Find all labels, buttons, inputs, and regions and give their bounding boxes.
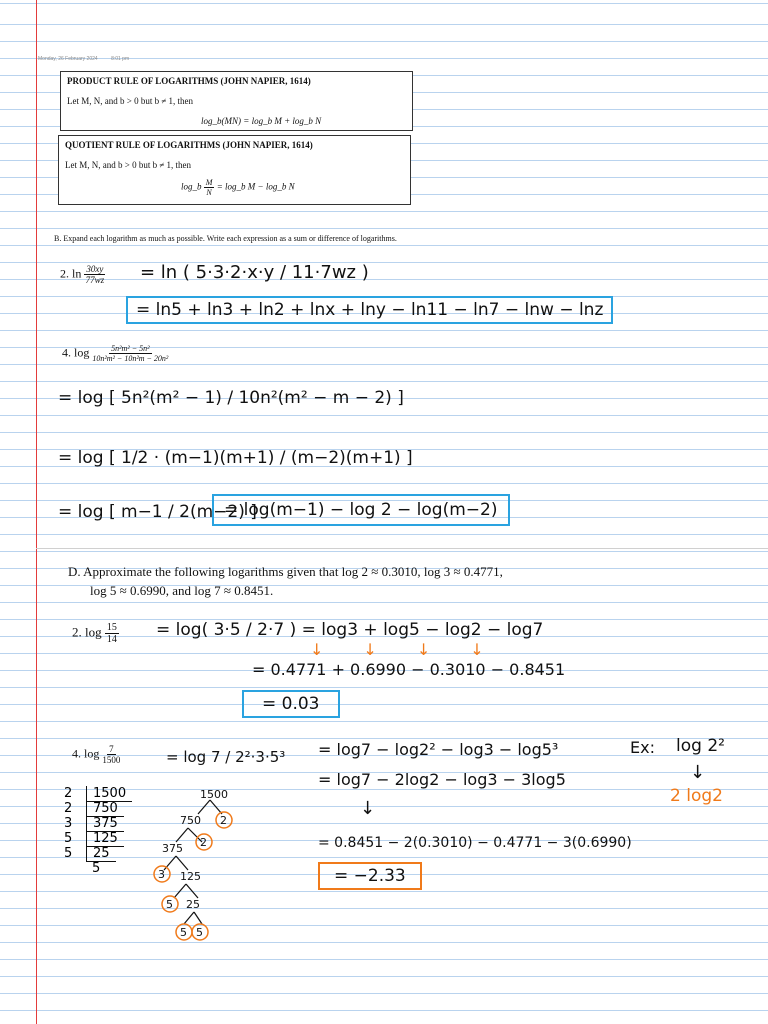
b2-step1: = ln ( 5·3·2·x·y / 11·7wz ): [140, 262, 369, 283]
ladder-row: 3 375: [64, 816, 132, 831]
timestamp-time: 8:01 pm: [111, 56, 130, 62]
tree-root: 1500: [200, 788, 228, 801]
b2-label: 2. ln: [60, 266, 82, 281]
product-rule-formula: log_b(MN) = log_b M + log_b N: [201, 116, 322, 126]
d2-label: 2. log: [72, 624, 102, 640]
ex-top: log 2²: [676, 736, 725, 756]
d4-num: 7: [109, 744, 114, 754]
ex-label: Ex:: [630, 738, 655, 757]
quotient-rule-title: QUOTIENT RULE OF LOGARITHMS (JOHN NAPIER, 1614): [65, 140, 313, 150]
ladder-row: 5 25: [64, 846, 132, 861]
d4-step2: = log7 − log2² − log3 − log5³: [318, 740, 559, 759]
b2-den: 77wz: [85, 275, 105, 285]
quotient-lhs: log_b: [181, 181, 202, 192]
tree-f1: 2: [220, 814, 227, 827]
product-rule-premise: Let M, N, and b > 0 but b ≠ 1, then: [67, 96, 193, 106]
ladder-row: 2 1500: [64, 786, 132, 801]
d4-problem: [72, 744, 120, 765]
b4-answer: = log(m−1) − log 2 − log(m−2): [212, 494, 510, 526]
section-b-instruction: B. Expand each logarithm as much as possible. Write each expression as a sum or difference of logarithms.: [54, 234, 397, 243]
tree-f5: 5: [180, 926, 187, 939]
tree-f3: 3: [158, 868, 165, 881]
quotient-rule-formula: [181, 178, 295, 197]
d2-num: 15: [106, 622, 117, 633]
d2-answer: = 0.03: [242, 690, 340, 718]
b4-num: 5n²m² − 5n²: [111, 344, 150, 353]
b2-problem: [60, 264, 105, 285]
d4-down-arrow: ↓: [360, 798, 376, 819]
factor-tree: [140, 786, 260, 946]
tree-f2: 2: [200, 836, 207, 849]
product-rule-title: PRODUCT RULE OF LOGARITHMS (JOHN NAPIER, 1614): [67, 76, 311, 86]
section-d-instruction-1: D. Approximate the following logarithms given that log 2 ≈ 0.3010, log 3 ≈ 0.4771,: [68, 564, 503, 579]
ladder-row: 5 125: [64, 831, 132, 846]
tree-n3: 125: [180, 870, 201, 883]
margin-line: [36, 0, 37, 1024]
quotient-rule-premise: Let M, N, and b > 0 but b ≠ 1, then: [65, 160, 191, 170]
b4-step2: = log [ 1/2 · (m−1)(m+1) / (m−2)(m+1) ]: [58, 448, 413, 468]
d2-fraction: [105, 622, 119, 645]
tree-n1: 750: [180, 814, 201, 827]
b4-den: 10n²m² − 10n²m − 20n²: [92, 354, 169, 363]
b4-problem: [62, 344, 168, 363]
b2-answer: = ln5 + ln3 + ln2 + lnx + lny − ln11 − ln7 − lnw − lnz: [126, 296, 613, 324]
d4-den: 1500: [102, 755, 121, 765]
quotient-fraction: [204, 178, 215, 197]
ladder-row: 2 750: [64, 801, 132, 816]
section-d-instruction-2: log 5 ≈ 0.6990, and log 7 ≈ 0.8451.: [90, 583, 274, 598]
d2-step1: = log( 3·5 / 2·7 ) = log3 + log5 − log2 − log7: [156, 620, 544, 640]
d4-step1: = log 7 / 2²·3·5³: [166, 748, 286, 766]
b2-fraction: [84, 264, 105, 285]
section-divider: [36, 548, 768, 549]
d2-den: 14: [106, 634, 117, 645]
page-timestamp: [38, 56, 141, 62]
b4-fraction: [92, 344, 168, 363]
division-ladder: [64, 786, 132, 876]
quotient-rule-box: [58, 135, 411, 205]
b4-step1: = log [ 5n²(m² − 1) / 10n²(m² − m − 2) ]: [58, 388, 404, 408]
quotient-num: M: [205, 178, 213, 187]
d2-step2: = 0.4771 + 0.6990 − 0.3010 − 0.8451: [252, 660, 566, 679]
ladder-row: 5: [92, 861, 101, 876]
quotient-rhs: = log_b M − log_b N: [216, 181, 295, 192]
ex-bottom-value: 2 log2: [670, 786, 723, 806]
tree-f6: 5: [196, 926, 203, 939]
d4-label: 4. log: [72, 746, 100, 761]
d4-step4: = 0.8451 − 2(0.3010) − 0.4771 − 3(0.6990): [318, 835, 632, 851]
d2-problem: [72, 622, 119, 645]
d4-answer: = −2.33: [318, 862, 422, 890]
b4-label: 4. log: [62, 345, 90, 360]
b2-num: 30xy: [86, 264, 104, 274]
tree-n4: 25: [186, 898, 200, 911]
quotient-den: N: [206, 188, 212, 197]
product-rule-box: [60, 71, 413, 131]
d4-step3: = log7 − 2log2 − log3 − 3log5: [318, 770, 566, 789]
tree-n2: 375: [162, 842, 183, 855]
timestamp-date: Monday, 26 February 2024: [38, 56, 98, 62]
ex-arrow: ↓: [690, 762, 706, 783]
ex-bottom: [670, 786, 723, 806]
d4-fraction: [102, 744, 120, 765]
b4-step3: = log [ m−1 / 2(m−2) ]: [58, 502, 257, 522]
d2-arrows: ↓↓↓↓: [310, 640, 524, 659]
tree-f4: 5: [166, 898, 173, 911]
